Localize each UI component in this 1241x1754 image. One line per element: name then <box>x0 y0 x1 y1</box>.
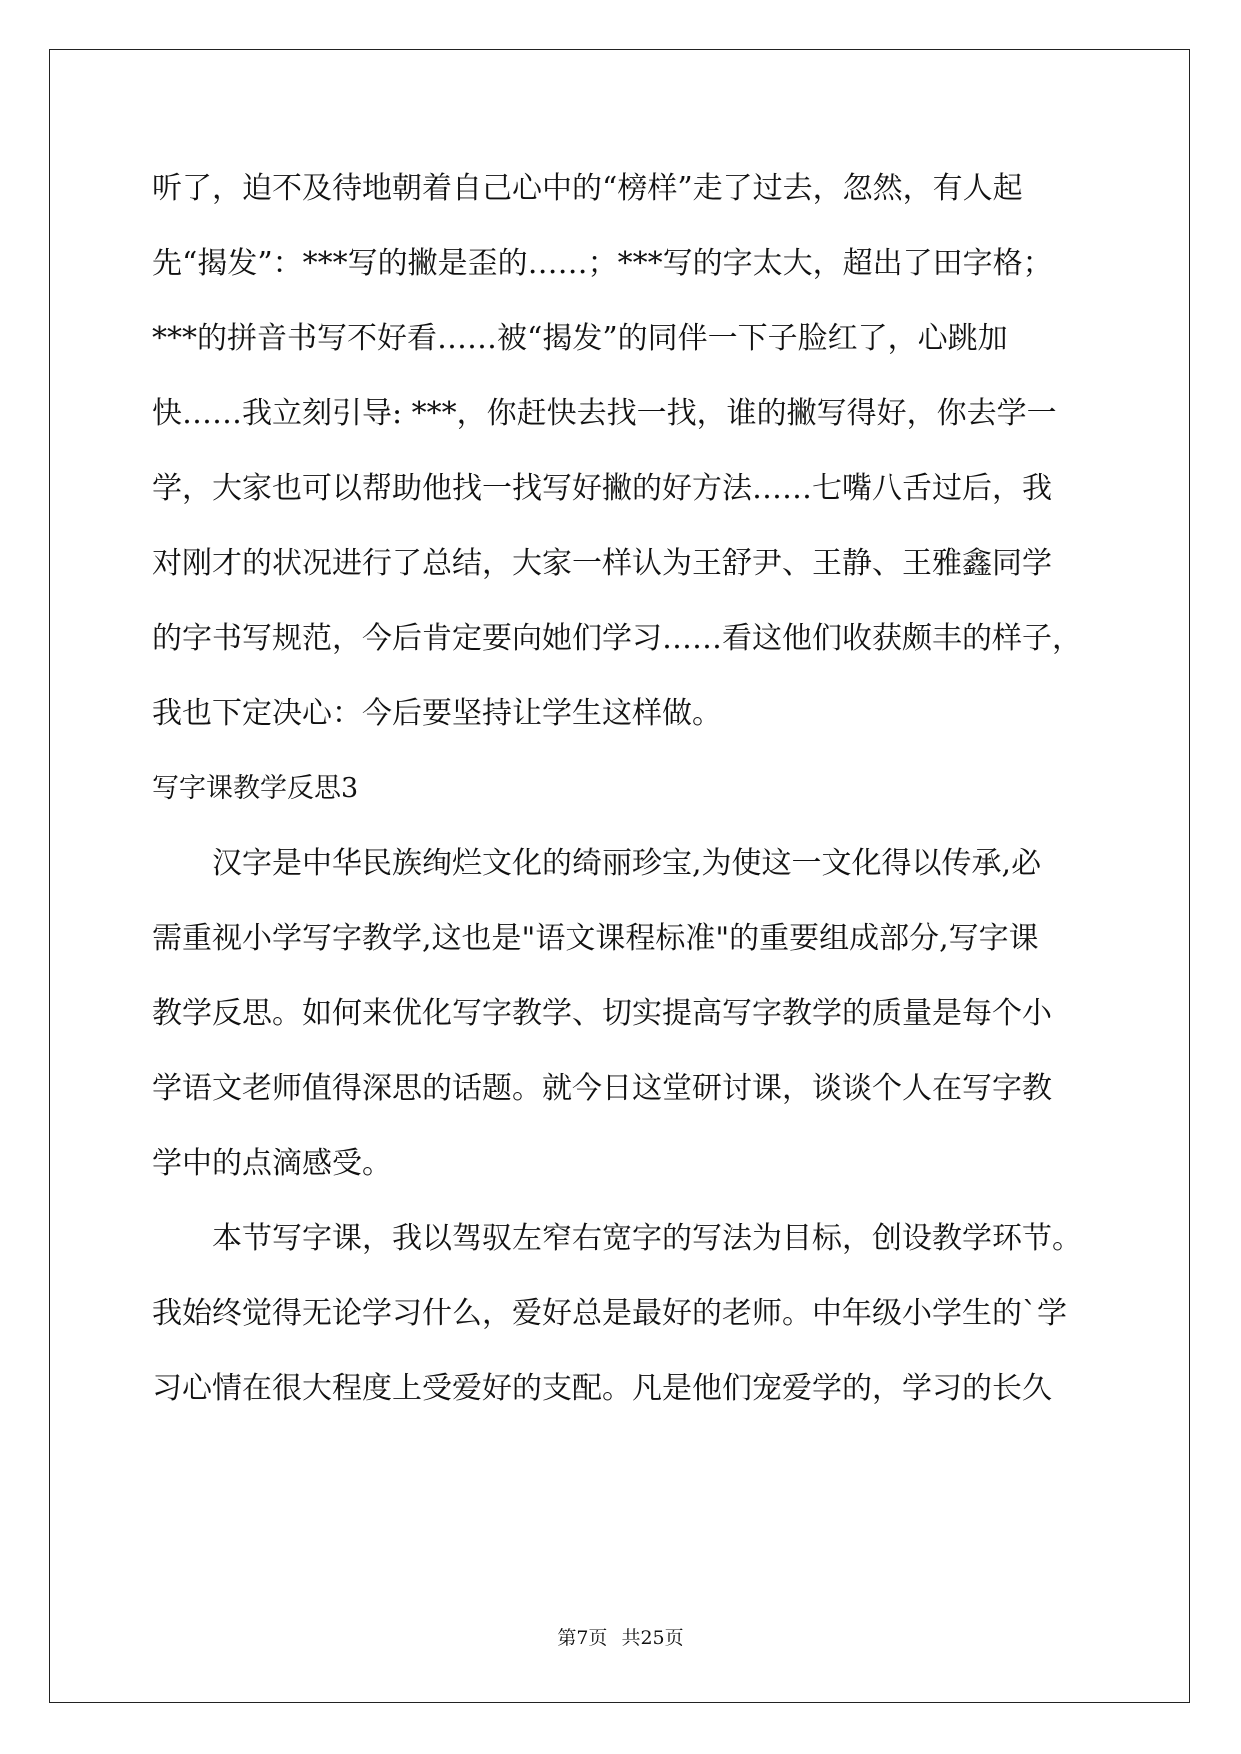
paragraph-line: 汉字是中华民族绚烂文化的绮丽珍宝,为使这一文化得以传承,必 <box>212 846 1042 881</box>
paragraph-line: 的字书写规范，今后肯定要向她们学习……看这他们收获颇丰的样子， <box>152 621 1082 656</box>
paragraph-line: 学中的点滴感受。 <box>152 1146 392 1181</box>
paragraph-line: ***的拼音书写不好看……被“揭发”的同伴一下子脸红了，心跳加 <box>152 321 1008 356</box>
paragraph-line: 教学反思。如何来优化写字教学、切实提高写字教学的质量是每个小 <box>152 996 1052 1031</box>
paragraph-line: 我始终觉得无论学习什么，爱好总是最好的老师。中年级小学生的`学 <box>152 1296 1067 1331</box>
paragraph-line: 习心情在很大程度上受爱好的支配。凡是他们宠爱学的，学习的长久 <box>152 1371 1052 1406</box>
paragraph-line: 学语文老师值得深思的话题。就今日这堂研讨课，谈谈个人在写字教 <box>152 1071 1052 1106</box>
page-footer <box>0 1623 1241 1650</box>
page-total: 共25页 <box>621 1627 684 1649</box>
paragraph-line: 快……我立刻引导: ***，你赶快去找一找，谁的撇写得好，你去学一 <box>152 396 1057 431</box>
paragraph-line: 学，大家也可以帮助他找一找写好撇的好方法……七嘴八舌过后，我 <box>152 471 1052 506</box>
paragraph-line: 先“揭发”：***写的撇是歪的……；***写的字太大，超出了田字格； <box>152 246 1053 281</box>
paragraph-line: 对刚才的状况进行了总结，大家一样认为王舒尹、王静、王雅鑫同学 <box>152 546 1052 581</box>
paragraph-line: 我也下定决心：今后要坚持让学生这样做。 <box>152 696 722 731</box>
section-heading: 写字课教学反思3 <box>152 773 359 804</box>
paragraph-line: 本节写字课，我以驾驭左窄右宽字的写法为目标，创设教学环节。 <box>212 1221 1082 1256</box>
paragraph-line: 需重视小学写字教学,这也是"语文课程标准"的重要组成部分,写字课 <box>152 921 1039 956</box>
page-number: 第7页 <box>557 1627 608 1649</box>
paragraph-line: 听了，迫不及待地朝着自己心中的“榜样”走了过去，忽然，有人起 <box>152 171 1023 206</box>
